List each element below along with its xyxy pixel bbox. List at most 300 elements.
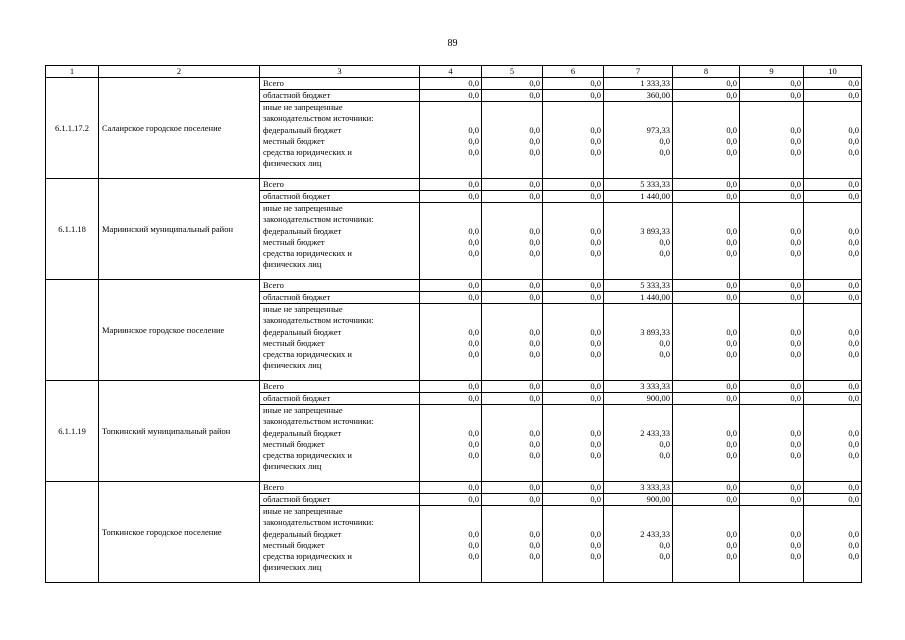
value-cell: 0,0 <box>726 349 737 360</box>
value-cell: 0,0 <box>804 191 862 203</box>
value-cell-block <box>740 102 804 179</box>
value-cell: 0,0 <box>726 438 737 449</box>
value-cell: 0,0 <box>529 528 540 539</box>
value-cell: 3 333,33 <box>604 482 673 494</box>
value-cell-block <box>543 506 604 583</box>
spacer <box>482 113 540 124</box>
value-cell-block <box>543 102 604 179</box>
value-cell: 0,0 <box>482 482 543 494</box>
spacer <box>604 203 670 214</box>
spacer <box>740 315 801 326</box>
row-label: физических лиц <box>263 158 322 169</box>
value-cell: 0,0 <box>804 179 862 191</box>
value-cell: 0,0 <box>726 337 737 348</box>
value-cell: 0,0 <box>482 381 543 393</box>
table-row <box>46 381 862 393</box>
value-cell: 900,00 <box>604 393 673 405</box>
value-cell: 0,0 <box>543 179 604 191</box>
value-cell: 0,0 <box>659 551 670 562</box>
value-cell: 0,0 <box>543 78 604 90</box>
spacer <box>740 517 801 528</box>
value-cell: 0,0 <box>529 337 540 348</box>
table-row <box>46 78 862 90</box>
spacer <box>543 203 601 214</box>
value-cell: 0,0 <box>848 349 859 360</box>
row-label: областной бюджет <box>260 393 420 405</box>
value-cell: 0,0 <box>726 551 737 562</box>
column-header-1: 1 <box>46 66 99 78</box>
spacer <box>543 304 601 315</box>
value-cell: 0,0 <box>673 482 740 494</box>
value-cell: 0,0 <box>420 191 482 203</box>
spacer <box>804 203 859 214</box>
value-cell: 0,0 <box>420 482 482 494</box>
spacer <box>543 315 601 326</box>
value-cell: 0,0 <box>529 539 540 550</box>
page-number: 89 <box>447 38 458 49</box>
row-label: областной бюджет <box>260 191 420 203</box>
value-cell: 0,0 <box>529 147 540 158</box>
column-header-4: 4 <box>420 66 482 78</box>
value-cell: 0,0 <box>590 349 601 360</box>
spacer <box>673 304 737 315</box>
value-cell: 0,0 <box>848 528 859 539</box>
value-cell: 0,0 <box>740 191 804 203</box>
spacer <box>482 416 540 427</box>
row-label: федеральный бюджет <box>263 528 342 539</box>
value-cell-block <box>673 102 740 179</box>
value-cell: 0,0 <box>848 427 859 438</box>
value-cell-block <box>804 405 862 482</box>
value-cell: 0,0 <box>543 90 604 102</box>
value-cell: 0,0 <box>590 225 601 236</box>
value-cell: 0,0 <box>468 225 479 236</box>
value-cell: 0,0 <box>726 124 737 135</box>
value-cell: 1 440,00 <box>604 191 673 203</box>
value-cell-block <box>673 506 740 583</box>
value-cell-block <box>420 102 482 179</box>
value-cell: 2 433,33 <box>640 528 670 539</box>
value-cell: 0,0 <box>543 381 604 393</box>
value-cell: 0,0 <box>790 450 801 461</box>
row-label: средства юридических и <box>263 248 352 259</box>
spacer <box>482 102 540 113</box>
spacer <box>604 416 670 427</box>
value-cell: 0,0 <box>420 381 482 393</box>
value-cell: 0,0 <box>420 494 482 506</box>
spacer <box>604 517 670 528</box>
value-cell: 0,0 <box>590 236 601 247</box>
value-cell: 0,0 <box>659 438 670 449</box>
value-cell: 0,0 <box>673 292 740 304</box>
value-cell: 0,0 <box>420 393 482 405</box>
item-code: 6.1.1.18 <box>46 179 99 280</box>
spacer <box>673 113 737 124</box>
value-cell: 0,0 <box>790 427 801 438</box>
value-cell: 0,0 <box>848 337 859 348</box>
spacer <box>604 405 670 416</box>
spacer <box>673 315 737 326</box>
spacer <box>543 113 601 124</box>
value-cell: 0,0 <box>804 393 862 405</box>
value-cell: 0,0 <box>848 539 859 550</box>
value-cell: 0,0 <box>482 90 543 102</box>
row-label: физических лиц <box>263 360 322 371</box>
value-cell: 2 433,33 <box>640 427 670 438</box>
value-cell: 0,0 <box>740 381 804 393</box>
spacer <box>543 517 601 528</box>
value-cell-block <box>673 405 740 482</box>
value-cell: 0,0 <box>543 191 604 203</box>
item-code: 6.1.1.17.2 <box>46 78 99 179</box>
value-cell: 0,0 <box>673 191 740 203</box>
value-cell: 0,0 <box>848 124 859 135</box>
value-cell: 1 440,00 <box>604 292 673 304</box>
value-cell: 0,0 <box>659 450 670 461</box>
value-cell: 0,0 <box>529 124 540 135</box>
column-header-2: 2 <box>99 66 260 78</box>
item-name: Мариинский муниципальный район <box>99 179 260 280</box>
row-label: физических лиц <box>263 259 322 270</box>
spacer <box>420 113 479 124</box>
value-cell-block <box>740 506 804 583</box>
value-cell-block <box>804 102 862 179</box>
value-cell-block <box>482 506 543 583</box>
row-label: законодательством источники: <box>263 315 374 326</box>
value-cell: 0,0 <box>804 78 862 90</box>
row-label: законодательством источники: <box>263 416 374 427</box>
spacer <box>420 214 479 225</box>
value-cell-block <box>482 405 543 482</box>
header-row <box>46 66 862 78</box>
spacer <box>804 315 859 326</box>
value-cell: 0,0 <box>482 494 543 506</box>
value-cell: 0,0 <box>529 225 540 236</box>
value-cell-block <box>543 405 604 482</box>
value-cell: 5 333,33 <box>604 179 673 191</box>
value-cell-block <box>740 304 804 381</box>
column-header-5: 5 <box>482 66 543 78</box>
value-cell: 0,0 <box>740 78 804 90</box>
row-label: областной бюджет <box>260 90 420 102</box>
value-cell: 0,0 <box>590 539 601 550</box>
spacer <box>804 405 859 416</box>
row-label: иные не запрещенные <box>263 102 343 112</box>
row-label: местный бюджет <box>263 135 325 146</box>
row-label: иные не запрещенные <box>263 405 343 415</box>
value-cell: 0,0 <box>848 551 859 562</box>
value-cell: 0,0 <box>482 280 543 292</box>
table-row <box>46 482 862 494</box>
value-cell-block <box>804 304 862 381</box>
value-cell: 0,0 <box>482 78 543 90</box>
row-label-block <box>260 405 420 482</box>
row-label: федеральный бюджет <box>263 427 342 438</box>
value-cell: 0,0 <box>482 393 543 405</box>
item-name: Топкинское городское поселение <box>99 482 260 583</box>
value-cell: 0,0 <box>804 292 862 304</box>
item-name: Салаирское городское поселение <box>99 78 260 179</box>
value-cell: 0,0 <box>590 427 601 438</box>
spacer <box>604 506 670 517</box>
value-cell: 0,0 <box>740 494 804 506</box>
row-label: федеральный бюджет <box>263 326 342 337</box>
value-cell: 0,0 <box>659 236 670 247</box>
value-cell: 0,0 <box>529 551 540 562</box>
row-label: Всего <box>260 381 420 393</box>
spacer <box>740 506 801 517</box>
value-cell: 0,0 <box>468 551 479 562</box>
spacer <box>482 405 540 416</box>
value-cell: 0,0 <box>482 179 543 191</box>
value-cell: 900,00 <box>604 494 673 506</box>
value-cell-block <box>420 203 482 280</box>
value-cell: 0,0 <box>590 337 601 348</box>
spacer <box>673 517 737 528</box>
column-header-7: 7 <box>604 66 673 78</box>
value-cell: 0,0 <box>590 551 601 562</box>
value-cell: 0,0 <box>590 147 601 158</box>
spacer <box>740 304 801 315</box>
value-cell: 0,0 <box>659 248 670 259</box>
value-cell: 0,0 <box>804 280 862 292</box>
spacer <box>543 102 601 113</box>
spacer <box>543 416 601 427</box>
value-cell-block <box>482 203 543 280</box>
value-cell: 0,0 <box>468 236 479 247</box>
value-cell: 0,0 <box>673 393 740 405</box>
value-cell: 1 333,33 <box>604 78 673 90</box>
value-cell: 0,0 <box>726 225 737 236</box>
value-cell-block <box>804 506 862 583</box>
value-cell: 0,0 <box>590 450 601 461</box>
row-label: законодательством источники: <box>263 517 374 528</box>
value-cell: 0,0 <box>590 326 601 337</box>
value-cell: 0,0 <box>804 381 862 393</box>
value-cell: 0,0 <box>543 393 604 405</box>
value-cell: 0,0 <box>420 179 482 191</box>
value-cell: 0,0 <box>790 438 801 449</box>
column-header-6: 6 <box>543 66 604 78</box>
value-cell: 3 333,33 <box>604 381 673 393</box>
value-cell: 0,0 <box>468 135 479 146</box>
spacer <box>482 203 540 214</box>
value-cell: 0,0 <box>673 90 740 102</box>
spacer <box>673 416 737 427</box>
spacer <box>804 304 859 315</box>
spacer <box>543 405 601 416</box>
spacer <box>604 102 670 113</box>
value-cell: 3 893,33 <box>640 225 670 236</box>
spacer <box>420 203 479 214</box>
value-cell: 0,0 <box>529 450 540 461</box>
spacer <box>804 113 859 124</box>
value-cell: 0,0 <box>790 326 801 337</box>
spacer <box>604 113 670 124</box>
value-cell: 0,0 <box>420 78 482 90</box>
value-cell: 0,0 <box>482 292 543 304</box>
spacer <box>673 214 737 225</box>
value-cell: 0,0 <box>726 236 737 247</box>
value-cell: 0,0 <box>673 381 740 393</box>
row-label: средства юридических и <box>263 450 352 461</box>
spacer <box>740 203 801 214</box>
spacer <box>740 405 801 416</box>
value-cell: 0,0 <box>529 236 540 247</box>
value-cell: 0,0 <box>468 124 479 135</box>
value-cell: 0,0 <box>726 450 737 461</box>
spacer <box>482 506 540 517</box>
table-row <box>46 280 862 292</box>
spacer <box>420 506 479 517</box>
value-cell: 0,0 <box>420 292 482 304</box>
value-cell-block <box>740 203 804 280</box>
value-cell-block <box>482 102 543 179</box>
value-cell: 0,0 <box>659 147 670 158</box>
value-cell: 0,0 <box>726 539 737 550</box>
value-cell: 0,0 <box>468 450 479 461</box>
spacer <box>420 315 479 326</box>
spacer <box>673 405 737 416</box>
row-label: Всего <box>260 482 420 494</box>
spacer <box>482 214 540 225</box>
spacer <box>673 506 737 517</box>
value-cell: 0,0 <box>726 528 737 539</box>
value-cell: 0,0 <box>848 248 859 259</box>
value-cell: 0,0 <box>659 349 670 360</box>
value-cell: 0,0 <box>659 539 670 550</box>
value-cell: 0,0 <box>468 349 479 360</box>
spacer <box>740 416 801 427</box>
table-row <box>46 179 862 191</box>
value-cell: 0,0 <box>848 326 859 337</box>
value-cell-block <box>604 203 673 280</box>
value-cell: 0,0 <box>529 427 540 438</box>
item-code: 6.1.1.19 <box>46 381 99 482</box>
spacer <box>420 517 479 528</box>
value-cell: 0,0 <box>740 280 804 292</box>
value-cell: 0,0 <box>590 135 601 146</box>
value-cell-block <box>673 203 740 280</box>
row-label: физических лиц <box>263 461 322 472</box>
value-cell-block <box>740 405 804 482</box>
row-label: средства юридических и <box>263 147 352 158</box>
value-cell: 0,0 <box>848 438 859 449</box>
value-cell-block <box>604 102 673 179</box>
value-cell-block <box>420 506 482 583</box>
spacer <box>482 304 540 315</box>
spacer <box>740 113 801 124</box>
value-cell: 0,0 <box>804 90 862 102</box>
spacer <box>420 102 479 113</box>
value-cell: 0,0 <box>726 326 737 337</box>
value-cell: 0,0 <box>848 236 859 247</box>
value-cell: 0,0 <box>659 337 670 348</box>
spacer <box>804 506 859 517</box>
row-label: законодательством источники: <box>263 113 374 124</box>
value-cell: 0,0 <box>790 124 801 135</box>
value-cell: 0,0 <box>468 326 479 337</box>
value-cell: 0,0 <box>726 147 737 158</box>
value-cell: 3 893,33 <box>640 326 670 337</box>
spacer <box>804 102 859 113</box>
value-cell: 0,0 <box>790 551 801 562</box>
value-cell: 0,0 <box>673 78 740 90</box>
spacer <box>482 517 540 528</box>
value-cell-block <box>543 304 604 381</box>
value-cell: 0,0 <box>726 427 737 438</box>
value-cell: 0,0 <box>529 248 540 259</box>
row-label: областной бюджет <box>260 292 420 304</box>
value-cell-block <box>604 405 673 482</box>
value-cell: 0,0 <box>420 90 482 102</box>
value-cell: 0,0 <box>468 337 479 348</box>
row-label: местный бюджет <box>263 438 325 449</box>
row-label: иные не запрещенные <box>263 304 343 314</box>
value-cell: 0,0 <box>740 179 804 191</box>
spacer <box>804 214 859 225</box>
value-cell: 0,0 <box>848 225 859 236</box>
row-label: Всего <box>260 78 420 90</box>
column-header-3: 3 <box>260 66 420 78</box>
value-cell: 0,0 <box>590 528 601 539</box>
row-label-block <box>260 203 420 280</box>
value-cell: 0,0 <box>804 494 862 506</box>
value-cell-block <box>482 304 543 381</box>
column-header-10: 10 <box>804 66 862 78</box>
value-cell: 0,0 <box>848 147 859 158</box>
value-cell: 0,0 <box>543 292 604 304</box>
value-cell: 0,0 <box>673 280 740 292</box>
spacer <box>420 304 479 315</box>
spacer <box>740 214 801 225</box>
value-cell: 0,0 <box>790 337 801 348</box>
value-cell: 0,0 <box>740 292 804 304</box>
value-cell: 0,0 <box>590 438 601 449</box>
spacer <box>804 517 859 528</box>
row-label: иные не запрещенные <box>263 506 343 516</box>
row-label: физических лиц <box>263 562 322 573</box>
row-label: местный бюджет <box>263 236 325 247</box>
value-cell: 0,0 <box>740 90 804 102</box>
row-label: средства юридических и <box>263 551 352 562</box>
value-cell: 0,0 <box>590 124 601 135</box>
row-label-block <box>260 506 420 583</box>
spacer <box>420 416 479 427</box>
value-cell: 0,0 <box>468 438 479 449</box>
spacer <box>543 506 601 517</box>
row-label: средства юридических и <box>263 349 352 360</box>
row-label-block <box>260 304 420 381</box>
value-cell-block <box>673 304 740 381</box>
value-cell: 0,0 <box>468 539 479 550</box>
spacer <box>543 214 601 225</box>
row-label: законодательством источники: <box>263 214 374 225</box>
value-cell: 0,0 <box>790 539 801 550</box>
spacer <box>420 405 479 416</box>
value-cell: 0,0 <box>543 482 604 494</box>
value-cell: 0,0 <box>804 482 862 494</box>
value-cell: 0,0 <box>848 450 859 461</box>
item-name: Топкинский муниципальный район <box>99 381 260 482</box>
row-label: Всего <box>260 280 420 292</box>
value-cell: 0,0 <box>529 135 540 146</box>
value-cell: 0,0 <box>529 438 540 449</box>
row-label: местный бюджет <box>263 539 325 550</box>
table-body <box>46 66 862 583</box>
value-cell: 0,0 <box>790 225 801 236</box>
value-cell: 973,33 <box>646 124 670 135</box>
